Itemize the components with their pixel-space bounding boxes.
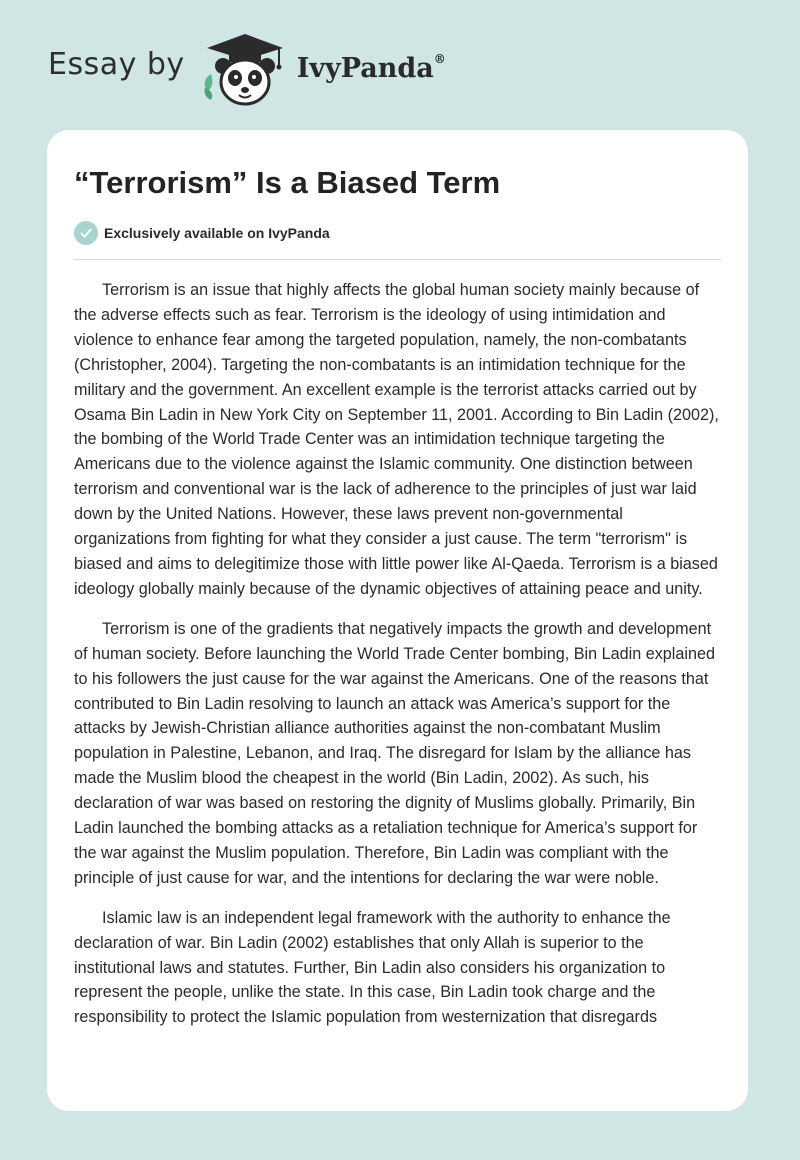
exclusive-badge bbox=[74, 221, 721, 245]
page-title: “Terrorism” Is a Biased Term bbox=[74, 165, 501, 200]
check-icon bbox=[74, 221, 98, 245]
divider bbox=[74, 259, 721, 260]
brand-name[interactable]: IvyPanda® bbox=[296, 51, 446, 84]
paragraph: Terrorism is one of the gradients that negatively impacts the growth and development of human society. Before launching the World Trade Center bombing, Bin Ladin explained to his followers the just cause for the war against the Americans. One of the reasons that contributed to Bin Ladin resolving to launch an attack was America’s support for the attacks by Jewish-Christian alliance authorities against the non-combatant Muslim population in Palestine, Lebanon, and Iraq. The disregard for Islam by the alliance has made the Muslim blood the cheapest in the world (Bin Ladin, 2002). As such, his declaration of war was based on restoring the dignity of Muslims globally. Primarily, Bin Ladin launched the bombing attacks as a retaliation technique for America’s support for the war against the Muslim population. Therefore, Bin Ladin was compliant with the principle of just cause for war, and the intentions for declaring the war were noble. bbox=[74, 619, 715, 887]
panda-graduate-icon[interactable] bbox=[199, 30, 291, 110]
essay-by-label: Essay by bbox=[48, 46, 185, 82]
paragraph: Islamic law is an independent legal framework with the authority to enhance the declaration of war. Bin Ladin (2002) establishes that only Allah is superior to the institutional laws and statutes. Further, Bin Ladin also considers his organization to represent the people, unlike the state. In this case, Bin Ladin took charge and the responsibility to protect the Islamic population from westernization that disregards bbox=[74, 908, 671, 1027]
essay-card bbox=[47, 130, 748, 1111]
site-header bbox=[48, 30, 446, 110]
badge-label: Exclusively available on IvyPanda bbox=[104, 225, 330, 241]
paragraph: Terrorism is an issue that highly affects the global human society mainly because of the adverse effects such as fear. Terrorism is the ideology of using intimidation and violence to enhance fear among the targeted population, namely, the non-combatants (Christopher, 2004). Targeting the non-combatants is an intimidation technique for the military and the government. An excellent example is the terrorist attacks carried out by Osama Bin Ladin in New York City on September 11, 2001. According to Bin Ladin (2002), the bombing of the World Trade Center was an intimidation technique targeting the Americans due to the violence against the Islamic community. One distinction between terrorism and conventional war is the lack of adherence to the principles of just war laid down by the United Nations. However, these laws prevent non-governmental organizations from fighting for what they consider a just cause. The term "terrorism" is biased and aims to delegitimize those with little power like Al-Qaeda. Terrorism is a biased ideology globally mainly because of the dynamic objectives of attaining peace and unity. bbox=[74, 281, 719, 598]
